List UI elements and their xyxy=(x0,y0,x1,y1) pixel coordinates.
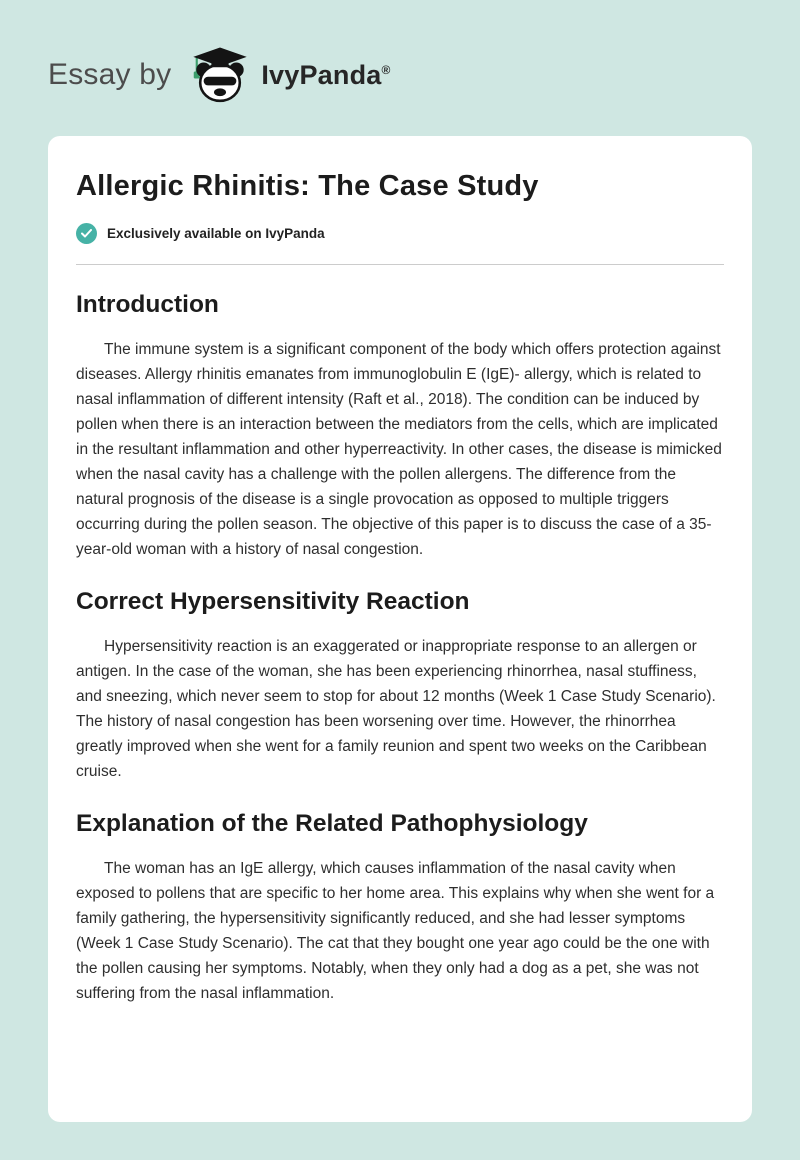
section-hypersensitivity xyxy=(76,588,724,784)
brand-name: IvyPanda® xyxy=(261,59,391,90)
essay-card xyxy=(48,136,752,1122)
availability-text: Exclusively available on IvyPanda xyxy=(107,226,325,241)
panda-graduate-icon xyxy=(189,46,251,104)
divider xyxy=(76,264,724,265)
page-title: Allergic Rhinitis: The Case Study xyxy=(76,170,539,202)
section-paragraph: The immune system is a significant component of the body which offers protection against diseases. Allergy rhinitis emanates from immunoglobulin E (IgE)- allergy, which is related to nasal inflammation of different intensity (Raft et al., 2018). The condition can be induced by pollen when there is an interaction between the mediators from the cells, which are implicated in the resultant inflammation and other hyperreactivity. In other cases, the disease is mimicked when the nasal cavity has a challenge with the pollen allergens. The difference from the natural prognosis of the disease is a single provocation as opposed to multiple triggers occurring during the pollen season. The objective of this paper is to discuss the case of a 35-year-old woman with a history of nasal congestion. xyxy=(76,341,722,558)
section-introduction xyxy=(76,291,724,562)
section-heading: Introduction xyxy=(76,291,219,318)
ivypanda-logo xyxy=(189,46,390,104)
essay-by-label: Essay by xyxy=(48,58,172,91)
section-pathophysiology xyxy=(76,810,724,1006)
section-heading: Correct Hypersensitivity Reaction xyxy=(76,588,470,615)
header xyxy=(0,0,800,112)
availability-badge xyxy=(76,223,724,244)
section-paragraph: Hypersensitivity reaction is an exaggerated or inappropriate response to an allergen or antigen. In the case of the woman, she has been experiencing rhinorrhea, nasal stuffiness, and sneezing, which never seem to stop for about 12 months (Week 1 Case Study Scenario). The history of nasal congestion has been worsening over time. However, the rhinorrhea greatly improved when she went for a family reunion and spent two weeks on the Caribbean cruise. xyxy=(76,638,716,780)
section-heading: Explanation of the Related Pathophysiology xyxy=(76,810,588,837)
checkmark-icon xyxy=(76,223,97,244)
section-paragraph: The woman has an IgE allergy, which causes inflammation of the nasal cavity when exposed to pollens that are specific to her home area. This explains why when she went for a family gathering, the hypersensitivity significantly reduced, and she had lesser symptoms (Week 1 Case Study Scenario). The cat that they bought one year ago could be the one with the pollen causing her symptoms. Notably, when they only had a dog as a pet, she was not suffering from the nasal inflammation. xyxy=(76,860,715,1002)
registered-mark: ® xyxy=(381,62,391,77)
